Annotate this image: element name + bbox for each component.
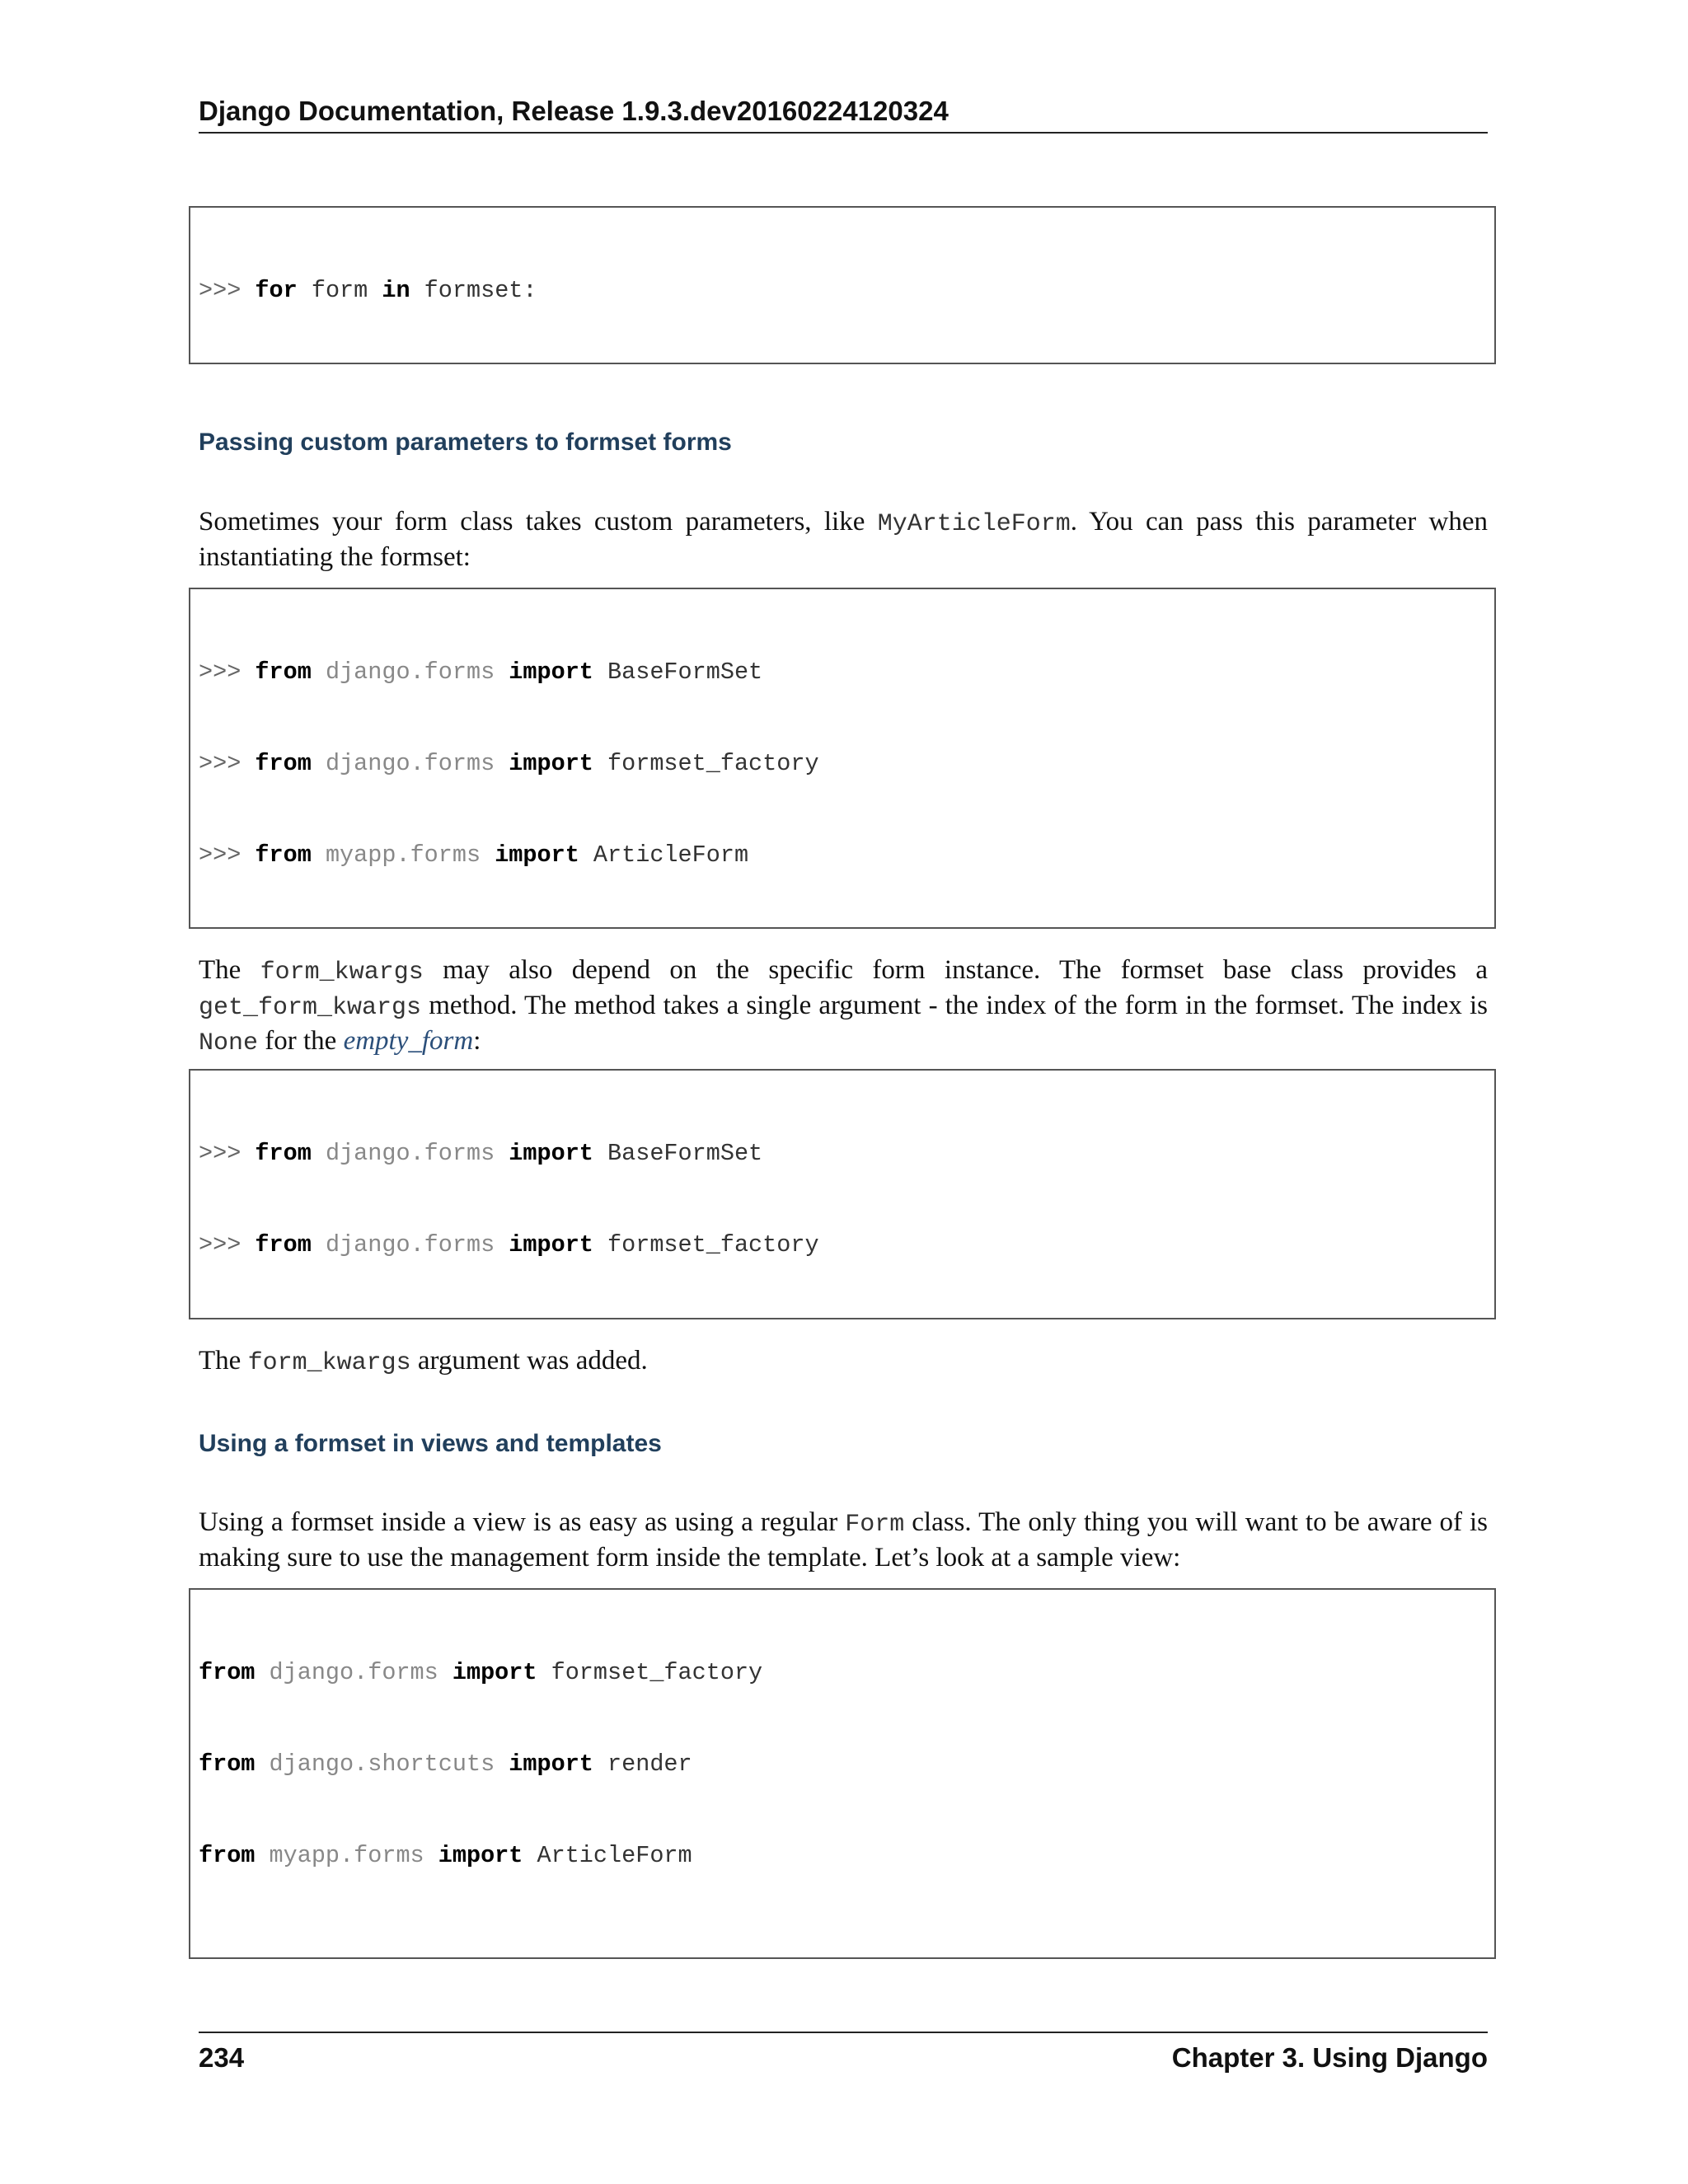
page-footer — [199, 2032, 1488, 2083]
keyword-import: import — [452, 1659, 537, 1686]
module-name: django.forms — [311, 1231, 509, 1258]
import-name: BaseFormSet — [593, 1140, 763, 1167]
keyword-from: from — [255, 841, 312, 869]
text: Using a formset inside a view is as easy as using a regular — [199, 1507, 846, 1537]
text: may also depend on the specific form instance. The formset base class provides a — [423, 955, 1488, 985]
paragraph — [199, 1344, 1488, 1380]
code-text: form — [297, 277, 382, 304]
page-header — [199, 91, 1488, 134]
keyword-from: from — [255, 1140, 312, 1167]
import-name: render — [593, 1750, 692, 1778]
code-block-base-formset — [189, 1069, 1496, 1319]
module-name: myapp.forms — [311, 841, 495, 869]
keyword-from: from — [255, 658, 312, 686]
module-name: django.forms — [311, 658, 509, 686]
keyword-from: from — [199, 1659, 256, 1686]
section-heading-custom-params: Passing custom parameters to formset forms — [199, 429, 732, 456]
keyword-for: for — [255, 277, 298, 304]
text: method. The method takes a single argument - the index of the form in the formset. The index is — [421, 991, 1488, 1020]
module-name: django.forms — [255, 1659, 452, 1686]
paragraph — [199, 505, 1488, 574]
prompt: >>> — [199, 1140, 256, 1167]
keyword-from: from — [255, 750, 312, 777]
inline-code: form_kwargs — [260, 958, 424, 987]
import-name: formset_factory — [537, 1659, 763, 1686]
module-name: django.shortcuts — [255, 1750, 509, 1778]
prompt: >>> — [199, 658, 256, 686]
text: The — [199, 1346, 248, 1376]
module-name: django.forms — [311, 1140, 509, 1167]
keyword-import: import — [509, 658, 593, 686]
keyword-in: in — [382, 277, 410, 304]
keyword-from: from — [199, 1750, 256, 1778]
prompt: >>> — [199, 1231, 256, 1258]
text: The — [199, 955, 260, 985]
module-name: myapp.forms — [255, 1842, 438, 1869]
import-name: ArticleForm — [579, 841, 749, 869]
prompt: >>> — [199, 750, 256, 777]
code-text: formset: — [410, 277, 537, 304]
code-block-formset-loop — [189, 206, 1496, 364]
keyword-import: import — [438, 1842, 523, 1869]
keyword-from: from — [199, 1842, 256, 1869]
keyword-import: import — [509, 1750, 593, 1778]
chapter-title: Chapter 3. Using Django — [1171, 2042, 1488, 2073]
import-name: ArticleForm — [523, 1842, 692, 1869]
import-name: formset_factory — [593, 750, 819, 777]
text: class. The only thing you will want to be aware of is making sure to use the management form inside the template. Let’s look at a sample view: — [199, 1507, 1489, 1572]
code-block-custom-form — [189, 588, 1496, 929]
page-number: 234 — [199, 2042, 245, 2073]
code-block-manage-articles — [189, 1588, 1496, 1959]
keyword-import: import — [495, 841, 579, 869]
inline-code: MyArticleForm — [877, 510, 1071, 538]
text: . You can pass this parameter when instantiating the formset: — [199, 507, 1488, 572]
import-name: BaseFormSet — [593, 658, 763, 686]
keyword-import: import — [509, 750, 593, 777]
section-heading-views-templates: Using a formset in views and templates — [199, 1430, 662, 1457]
text: : — [473, 1026, 481, 1056]
text: Sometimes your form class takes custom parameters, like — [199, 507, 878, 537]
inline-code: Form — [845, 1511, 905, 1539]
keyword-import: import — [509, 1140, 593, 1167]
text: argument was added. — [410, 1346, 648, 1376]
empty-form-link[interactable]: empty_form — [343, 1026, 474, 1056]
prompt: >>> — [199, 277, 256, 304]
inline-code: form_kwargs — [247, 1349, 411, 1377]
paragraph — [199, 1506, 1488, 1574]
inline-code: get_form_kwargs — [199, 994, 422, 1022]
paragraph — [199, 954, 1488, 1060]
module-name: django.forms — [311, 750, 509, 777]
text: for the — [258, 1026, 344, 1056]
import-name: formset_factory — [593, 1231, 819, 1258]
prompt: >>> — [199, 841, 256, 869]
header-title: Django Documentation, Release 1.9.3.dev20160224120324 — [199, 96, 949, 126]
keyword-from: from — [255, 1231, 312, 1258]
keyword-import: import — [509, 1231, 593, 1258]
inline-code: None — [199, 1029, 259, 1057]
